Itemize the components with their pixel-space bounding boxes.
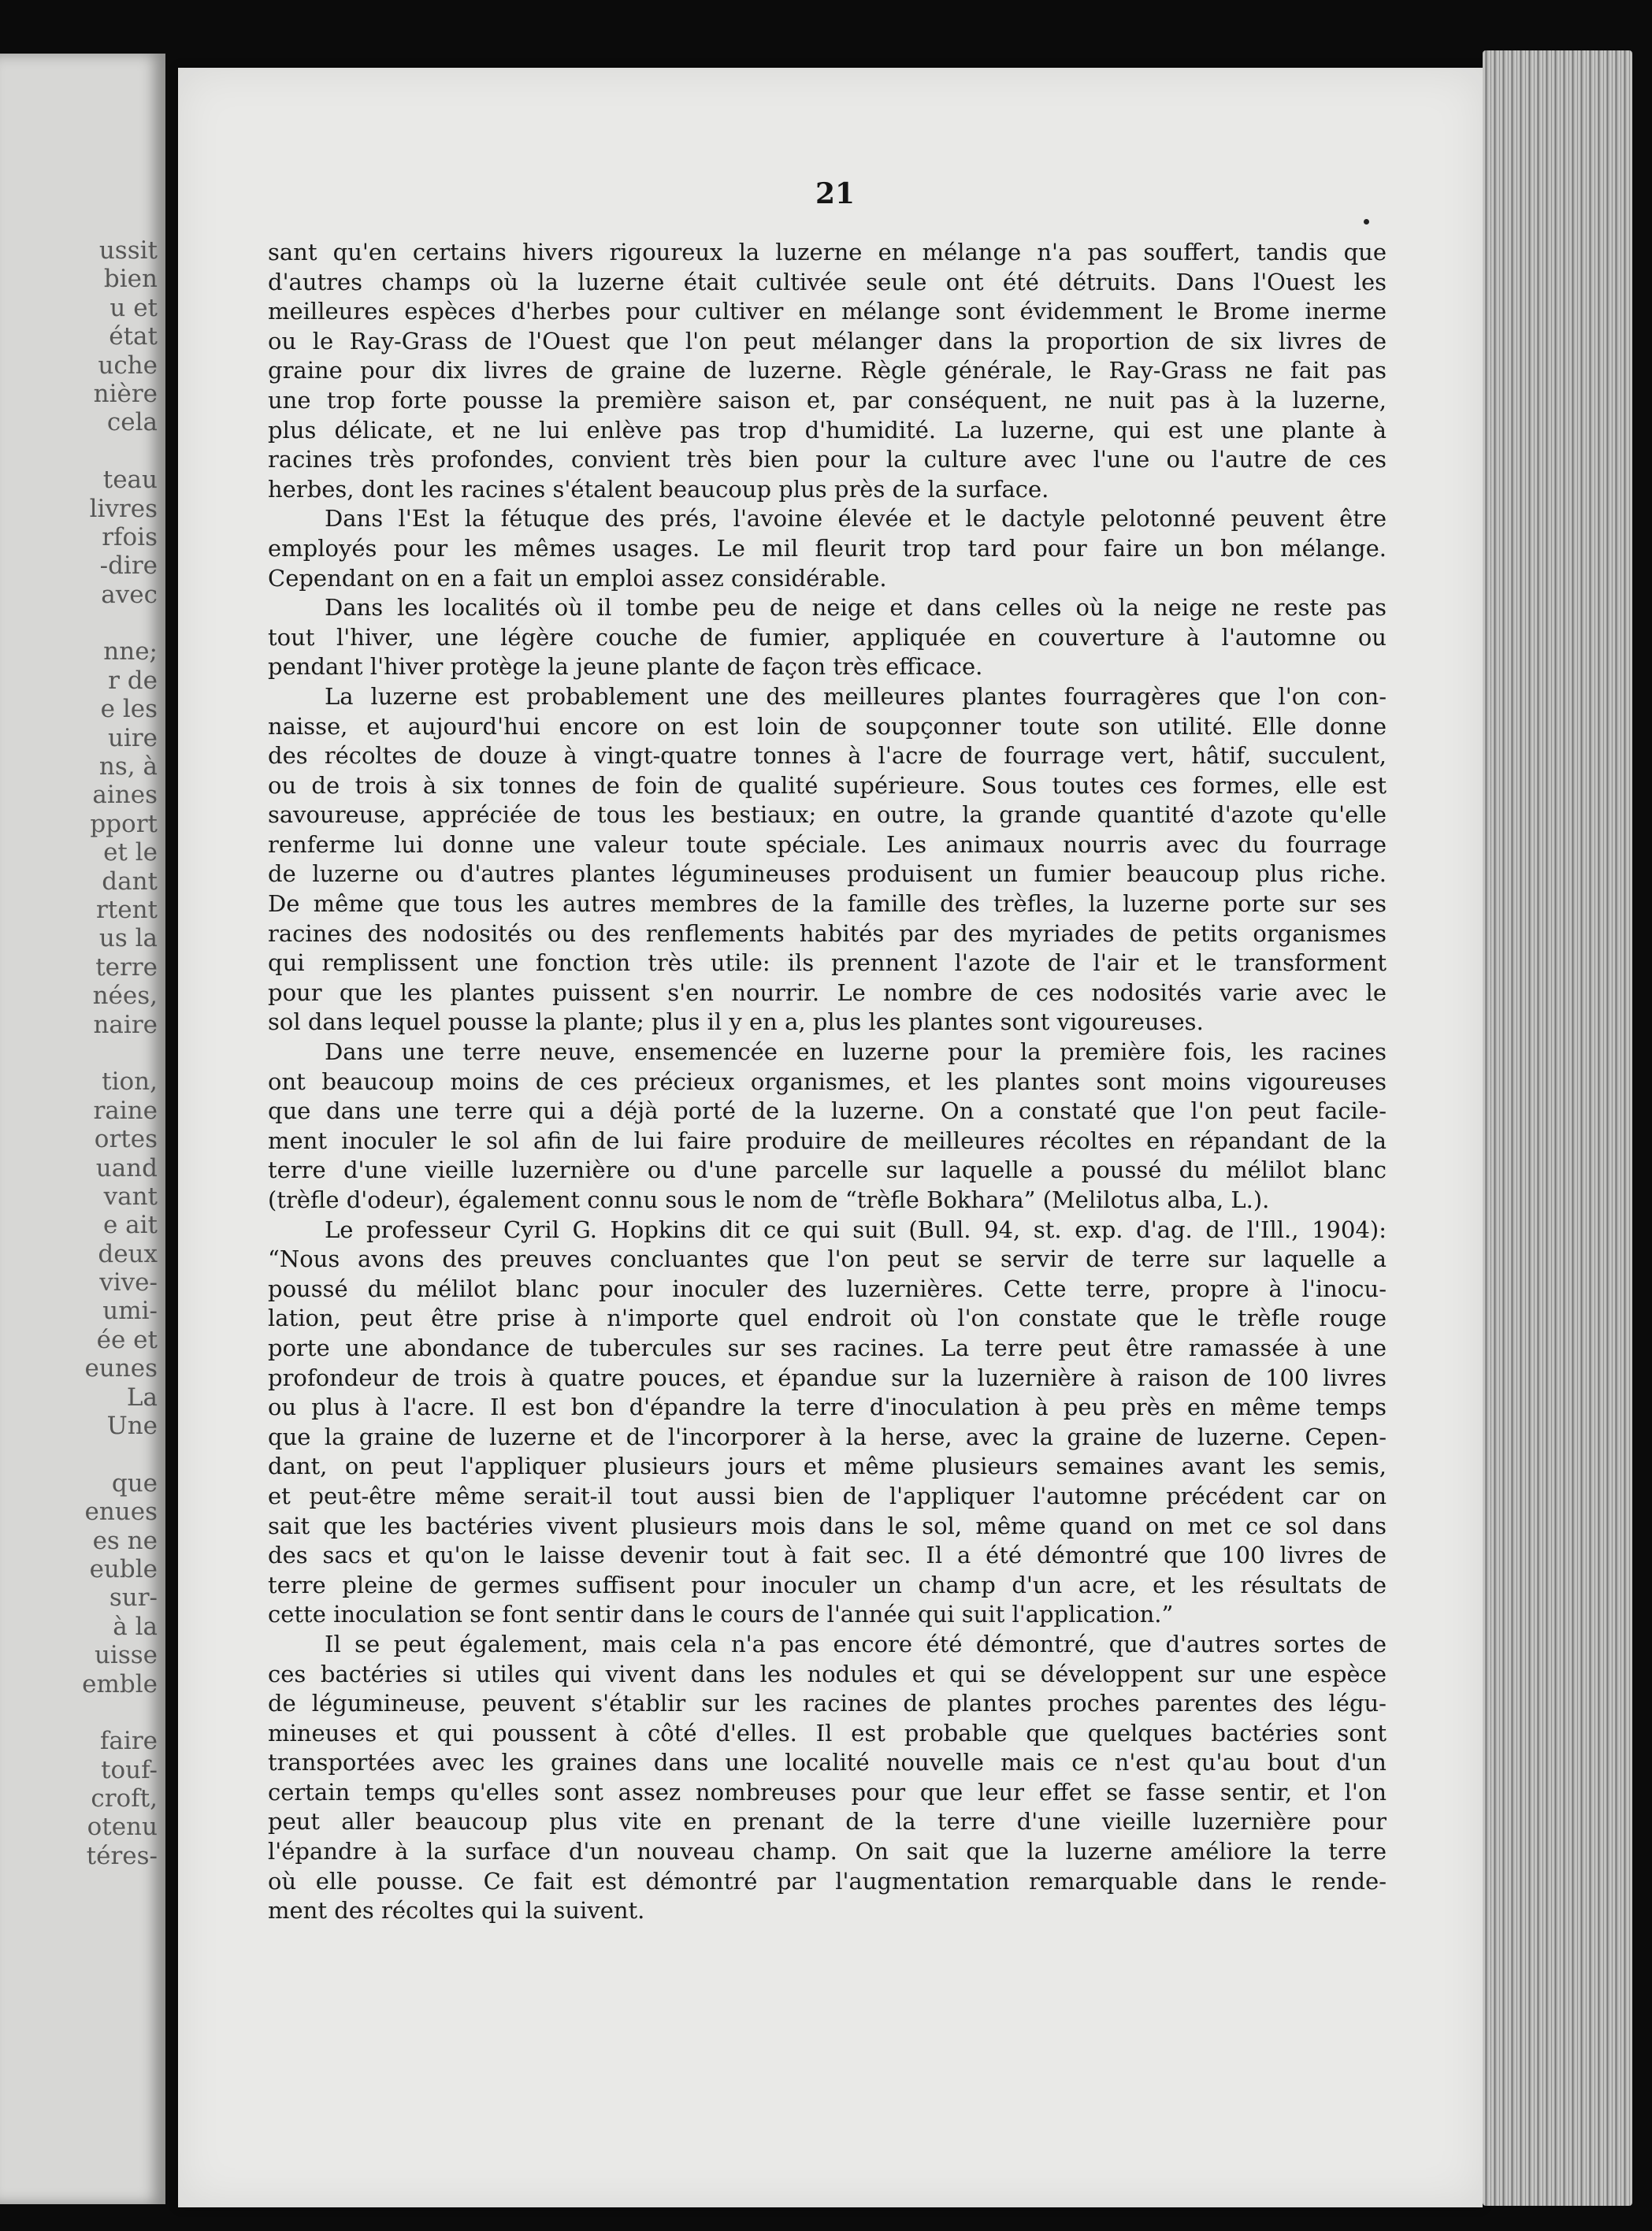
text-line: poussé du mélilot blanc pour inoculer des luzernières. Cette terre, propre à l'inocu- [268,1275,1387,1302]
left-fragment: uisse [94,1641,158,1670]
left-fragment: us la [98,924,158,953]
left-fragment: à la [113,1612,158,1641]
text-line: que la graine de luzerne et de l'incorporer à la herse, avec la graine de luzerne. Cepen- [268,1423,1387,1450]
left-fragment: emble [82,1669,158,1698]
left-fragment: nière [93,379,158,408]
paragraph [268,682,1387,1038]
text-line: et peut-être même serait-il tout aussi bien de l'appliquer l'automne précédent car on [268,1482,1387,1509]
text-line: porte une abondance de tubercules sur ses racines. La terre peut être ramassée à une [268,1334,1387,1361]
left-fragment: ns, à [98,752,158,781]
left-fragment: uche [98,351,158,380]
left-fragment: euble [89,1554,158,1583]
text-line: meilleures espèces d'herbes pour cultiver en mélange sont évidemment le Brome inerme [268,298,1387,325]
text-line: Il se peut également, mais cela n'a pas encore été démontré, que d'autres sortes de [325,1630,1387,1657]
left-fragment: que [111,1468,158,1498]
left-fragment: pport [90,809,158,838]
text-line: racines des nodosités ou des renflements habités par des myriades de petits organismes [268,919,1387,947]
text-line: où elle pousse. Ce fait est démontré par l'augmentation remarquable dans le rende- [268,1867,1387,1895]
text-line: Cependant on en a fait un emploi assez considérable. [268,564,887,592]
left-fragment: uand [95,1153,158,1182]
left-fragment: La [126,1383,158,1412]
left-fragment: teau [102,466,158,495]
left-fragment: -dire [99,551,158,581]
left-fragment: deux [98,1239,158,1268]
paragraph [268,1216,1387,1630]
text-line: des sacs et qu'on le laisse devenir tout à fait sec. Il a été démontré que 100 livres de [268,1542,1387,1569]
text-line: ou plus à l'acre. Il est bon d'épandre la terre d'inoculation à peu près en même temps [268,1394,1387,1421]
left-fragment: dant [102,867,158,896]
text-line: sant qu'en certains hivers rigoureux la luzerne en mélange n'a pas souffert, tandis que [268,239,1387,265]
text-line: herbes, dont les racines s'étalent beaucoup plus près de la surface. [268,475,1049,503]
left-fragment: téres- [86,1841,158,1870]
paragraph [268,593,1387,682]
text-line: employés pour les mêmes usages. Le mil fleurit trop tard pour faire un bon mélange. [268,534,1387,562]
left-fragment: uire [107,723,158,752]
left-fragment: nées, [92,982,158,1011]
text-line: ou de trois à six tonnes de foin de qualité supérieure. Sous toutes ces formes, elle est [268,771,1387,799]
text-line: ces bactéries si utiles qui vivent dans les nodules et qui se développent sur une espèce [268,1660,1387,1687]
left-fragment: e ait [102,1211,158,1240]
paragraph [268,504,1387,593]
page-number: 21 [815,177,856,210]
text-line: peut aller beaucoup plus vite en prenant de la terre d'une vieille luzernière pour [268,1808,1387,1836]
text-line: terre pleine de germes suffisent pour inoculer un champ d'un acre, et les résultats de [268,1571,1387,1598]
text-line: de légumineuse, peuvent s'établir sur les racines de plantes proches parentes des légu- [268,1690,1387,1717]
left-fragment: terre [95,952,158,982]
text-line: mineuses et qui poussent à côté d'elles. Il est probable que quelques bactéries sont [268,1719,1387,1747]
left-fragment: nne; [103,637,158,666]
text-line: terre d'une vieille luzernière ou d'une parcelle sur laquelle a poussé du mélilot blanc [268,1156,1387,1184]
left-fragment: tion, [102,1067,158,1097]
left-fragment: r de [108,666,158,695]
left-fragment: cela [106,408,158,437]
previous-page-text-fragments [0,236,158,1870]
left-fragment: et le [103,838,158,867]
left-fragment: vive- [99,1268,158,1297]
text-line: tout l'hiver, une légère couche de fumier, appliquée en couverture à l'automne ou [268,623,1387,651]
paragraph [268,238,1387,504]
text-line: plus délicate, et ne lui enlève pas trop d'humidité. La luzerne, qui est une plante à [268,416,1387,444]
text-line: des récoltes de douze à vingt-quatre tonnes à l'acre de fourrage vert, hâtif, succulent, [268,742,1387,770]
body-text [268,238,1387,1926]
text-line: d'autres champs où la luzerne était cultivée seule ont été détruits. Dans l'Ouest les [268,268,1387,295]
text-line: sait que les bactéries vivent plusieurs mois dans le sol, même quand on met ce sol dans [268,1512,1387,1539]
left-fragment [0,609,158,637]
left-fragment: umi- [102,1297,158,1326]
ink-dot [1364,219,1369,225]
text-line: racines très profondes, convient très bien pour la culture avec l'une ou l'autre de ces [268,446,1387,473]
text-line: qui remplissent une fonction très utile: ils prennent l'azote de l'air et le transforment [268,949,1387,977]
left-fragment: ussit [98,236,158,265]
left-fragment [0,1039,158,1067]
text-line: profondeur de trois à quatre pouces, et épandue sur la luzernière à raison de 100 livres [268,1364,1387,1391]
left-fragment: raine [93,1096,158,1125]
left-fragment: eunes [84,1354,158,1383]
page-stack-edges [1483,50,1632,2206]
left-fragment: aines [92,781,158,810]
text-line: une trop forte pousse la première saison et, par conséquent, ne nuit pas à la luzerne, [268,386,1387,414]
left-fragment: rtent [95,895,158,924]
text-line: que dans une terre qui a déjà porté de la luzerne. On a constaté que l'on peut facile- [268,1097,1387,1125]
text-line: naisse, et aujourd'hui encore on est loin de soupçonner toute son utilité. Elle donne [268,712,1387,740]
left-fragment: faire [99,1727,158,1756]
text-line: Dans l'Est la fétuque des prés, l'avoine élevée et le dactyle pelotonné peuvent être [325,505,1387,533]
text-line: dant, on peut l'appliquer plusieurs jours et même plusieurs semaines avant les semis, [268,1453,1387,1480]
left-fragment: sur- [109,1583,158,1613]
left-fragment: enues [84,1498,158,1527]
left-fragment [0,1440,158,1468]
text-line: savoureuse, appréciée de tous les bestiaux; en outre, la grande quantité d'azote qu'elle [268,801,1387,829]
text-line: l'épandre à la surface d'un nouveau champ. On sait que la luzerne améliore la terre [268,1838,1387,1865]
left-fragment: bien [103,265,158,294]
left-fragment: vant [103,1182,158,1211]
left-fragment: avec [101,580,158,609]
text-line: ou le Ray-Grass de l'Ouest que l'on peut mélanger dans la proportion de six livres de [268,327,1387,355]
text-line: ont beaucoup moins de ces précieux organismes, et les plantes sont moins vigoureuses [268,1067,1387,1095]
previous-page-edge [0,54,165,2204]
text-line: Dans une terre neuve, ensemencée en luzerne pour la première fois, les racines [325,1038,1387,1066]
text-line: De même que tous les autres membres de la famille des trèfles, la luzerne porte sur ses [268,890,1387,918]
text-line: La luzerne est probablement une des meilleures plantes fourragères que l'on con- [325,682,1387,710]
left-fragment: touf- [101,1755,158,1784]
text-line: ment des récoltes qui la suivent. [268,1897,645,1925]
text-line: graine pour dix livres de graine de luzerne. Règle générale, le Ray-Grass ne fait pas [268,357,1387,384]
text-line: lation, peut être prise à n'importe quel endroit où l'on constate que le trèfle rouge [268,1305,1387,1332]
text-line: de luzerne ou d'autres plantes légumineuses produisent un fumier beaucoup plus riche. [268,860,1387,888]
text-line: Le professeur Cyril G. Hopkins dit ce qui suit (Bull. 94, st. exp. d'ag. de l'Ill., 1904): [325,1216,1387,1243]
left-fragment [0,437,158,466]
left-fragment: état [109,322,158,351]
left-fragment: rfois [102,522,158,551]
left-fragment: e les [100,695,158,724]
text-line: Dans les localités où il tombe peu de neige et dans celles où la neige ne reste pas [325,594,1387,622]
paragraph [268,1038,1387,1216]
left-fragment: ée et [96,1325,158,1354]
left-fragment: livres [89,494,158,523]
text-line: renferme lui donne une valeur toute spéciale. Les animaux nourris avec du fourrage [268,830,1387,858]
left-fragment: es ne [92,1526,158,1555]
text-line: sol dans lequel pousse la plante; plus il y en a, plus les plantes sont vigoureuses. [268,1008,1204,1036]
left-fragment: otenu [87,1813,158,1842]
text-line: “Nous avons des preuves concluantes que l'on peut se servir de terre sur laquelle a [268,1245,1387,1273]
left-fragment [0,1698,158,1727]
text-line: pour que les plantes puissent s'en nourrir. Le nombre de ces nodosités varie avec le [268,978,1387,1006]
paragraph [268,1630,1387,1926]
text-line: transportées avec les graines dans une localité nouvelle mais ce n'est qu'au bout d'un [268,1749,1387,1776]
left-fragment: Une [106,1412,158,1441]
text-line: (trèfle d'odeur), également connu sous le nom de “trèfle Bokhara” (Melilotus alba, L.). [268,1186,1270,1213]
left-fragment: croft, [91,1784,158,1813]
text-line: pendant l'hiver protège la jeune plante de façon très efficace. [268,653,983,681]
left-fragment: naire [93,1010,158,1039]
text-line: cette inoculation se font sentir dans le cours de l'année qui suit l'application.” [268,1601,1174,1628]
left-fragment: u et [110,293,158,322]
text-line: certain temps qu'elles sont assez nombreuses pour que leur effet se fasse sentir, et l'on [268,1778,1387,1806]
text-line: ment inoculer le sol afin de lui faire produire de meilleures récoltes en répandant de la [268,1127,1387,1154]
left-fragment: ortes [94,1125,158,1154]
